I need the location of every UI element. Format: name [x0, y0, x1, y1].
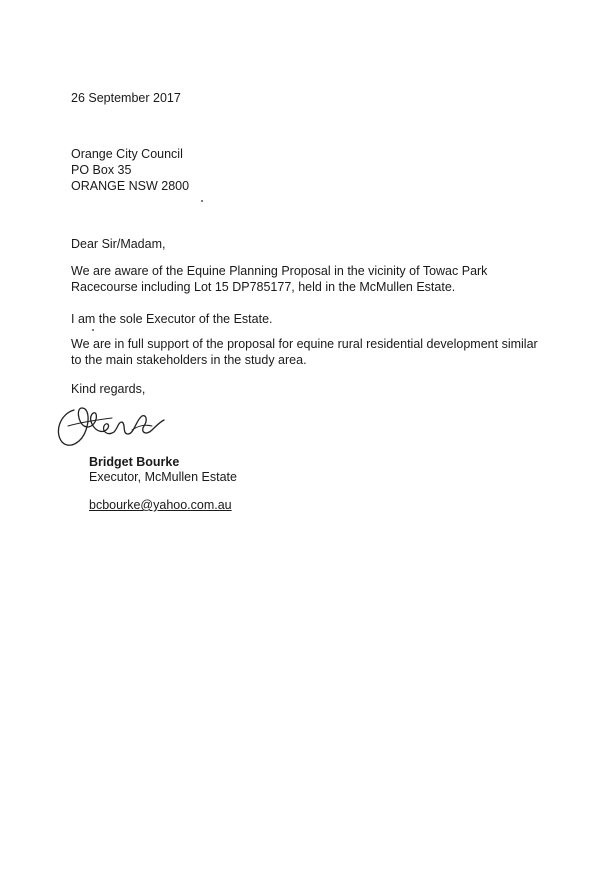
scan-speck — [201, 200, 203, 202]
letter-date: 26 September 2017 — [71, 91, 181, 105]
recipient-line-3: ORANGE NSW 2800 — [71, 179, 190, 193]
salutation: Dear Sir/Madam, — [71, 237, 166, 251]
body-paragraph-3: We are in full support of the proposal for equine rural residential development similar to the main stakeholders in the study area. — [71, 337, 538, 367]
scan-speck — [92, 329, 94, 331]
recipient-line-2: PO Box 35 — [71, 163, 132, 177]
sender-name: Bridget Bourke — [89, 455, 180, 469]
recipient-address — [71, 146, 189, 194]
handwritten-signature — [52, 396, 172, 456]
recipient-line-1: Orange City Council — [71, 147, 183, 161]
body-paragraph-2: I am the sole Executor of the Estate. — [71, 312, 273, 326]
closing: Kind regards, — [71, 382, 146, 396]
sender-email-link[interactable]: bcbourke@yahoo.com.au — [89, 498, 232, 512]
body-paragraph-1: We are aware of the Equine Planning Proposal in the vicinity of Towac Park Racecourse including Lot 15 DP785177, held in the McMullen Estate. — [71, 264, 488, 294]
sender-title: Executor, McMullen Estate — [89, 470, 237, 484]
